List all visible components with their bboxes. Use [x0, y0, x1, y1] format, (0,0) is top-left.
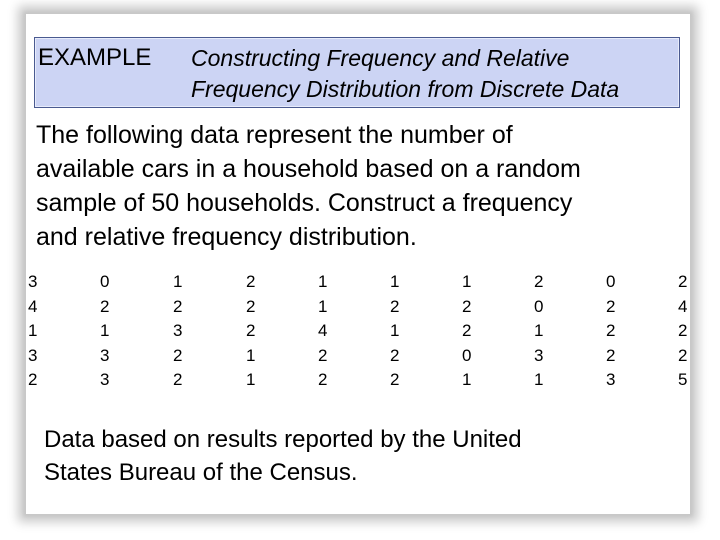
data-value: 3	[100, 370, 110, 390]
data-value: 1	[390, 321, 400, 341]
data-value: 0	[100, 272, 110, 291]
data-value: 1	[28, 321, 38, 341]
data-value: 1	[534, 321, 544, 341]
data-value: 2	[606, 345, 616, 365]
data-column	[100, 270, 120, 393]
data-value: 0	[606, 272, 616, 291]
data-value: 2	[246, 296, 256, 316]
data-column	[173, 270, 193, 393]
data-column	[390, 270, 410, 393]
problem-statement-line: available cars in a household based on a random	[36, 155, 581, 183]
data-value: 2	[678, 345, 688, 365]
example-label: EXAMPLE	[38, 44, 152, 71]
data-value: 3	[28, 345, 38, 365]
data-value: 2	[173, 345, 183, 365]
data-value: 1	[173, 272, 183, 291]
data-value: 1	[462, 370, 472, 390]
data-value: 2	[678, 272, 688, 291]
data-value: 2	[606, 296, 616, 316]
data-column	[534, 270, 554, 393]
data-value: 3	[100, 345, 110, 365]
data-source-line: States Bureau of the Census.	[44, 459, 358, 486]
data-value: 1	[534, 370, 544, 390]
problem-statement-line: The following data represent the number of	[36, 121, 513, 149]
data-value: 2	[100, 296, 110, 316]
data-value: 2	[462, 296, 472, 316]
data-value: 2	[534, 272, 544, 291]
data-value: 2	[390, 345, 400, 365]
problem-statement-line: and relative frequency distribution.	[36, 223, 417, 251]
data-value: 2	[28, 370, 38, 390]
data-value: 2	[173, 296, 183, 316]
data-value: 1	[246, 370, 256, 390]
slide-title	[191, 43, 676, 105]
data-value: 1	[462, 272, 472, 291]
data-source-line: Data based on results reported by the United	[44, 426, 522, 453]
data-value: 1	[390, 272, 400, 291]
data-value: 2	[678, 321, 688, 341]
data-value: 4	[28, 296, 38, 316]
data-column	[462, 270, 482, 393]
data-value: 2	[318, 370, 328, 390]
data-value: 2	[390, 296, 400, 316]
data-value: 1	[100, 321, 110, 341]
data-value: 2	[390, 370, 400, 390]
data-value: 2	[173, 370, 183, 390]
slide-title-line: Constructing Frequency and Relative	[191, 45, 570, 71]
data-value: 2	[606, 321, 616, 341]
data-value: 2	[462, 321, 472, 341]
data-value: 0	[534, 296, 544, 316]
problem-statement	[36, 118, 676, 254]
data-value: 1	[318, 272, 328, 291]
data-value: 3	[534, 345, 544, 365]
data-column	[318, 270, 338, 393]
data-value: 4	[318, 321, 328, 341]
data-value: 4	[678, 296, 688, 316]
data-value: 3	[28, 272, 38, 291]
data-source-note	[44, 423, 644, 489]
data-value: 0	[462, 345, 472, 365]
slide-title-line: Frequency Distribution from Discrete Data	[191, 76, 620, 102]
data-column	[606, 270, 626, 393]
data-column	[28, 270, 48, 393]
title-banner	[34, 37, 680, 108]
problem-statement-line: sample of 50 households. Construct a frequency	[36, 189, 573, 217]
raw-data-table	[26, 270, 694, 392]
data-value: 2	[246, 321, 256, 341]
data-column	[246, 270, 266, 393]
data-value: 2	[318, 345, 328, 365]
data-value: 5	[678, 370, 688, 390]
data-value: 1	[318, 296, 328, 316]
data-value: 1	[246, 345, 256, 365]
data-value: 3	[606, 370, 616, 390]
data-value: 2	[246, 272, 256, 291]
data-column	[678, 270, 698, 393]
data-value: 3	[173, 321, 183, 341]
